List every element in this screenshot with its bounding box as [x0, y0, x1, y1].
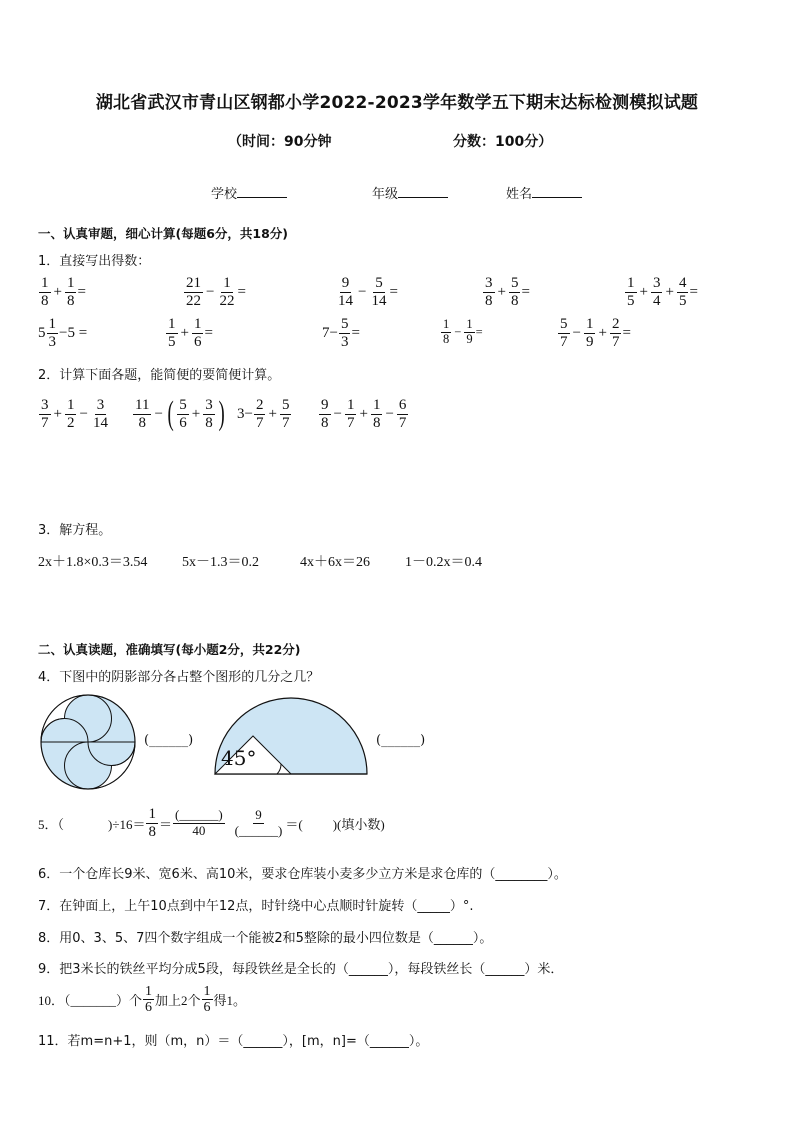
- q1-item-2: 21 22 − $\frac{1}{22}$ =: [186, 275, 246, 309]
- q2-label: 2．计算下面各题，能简便的要简便计算。: [38, 368, 281, 383]
- q5-line: 5．（ )÷16＝ 1 8 ＝ (______) 40 9 (______) ＝( )(填小数): [38, 806, 385, 840]
- q7: 7．在钟面上，上午10点到中午12点，时针绕中心点顺时针旋转（_____）°.: [38, 899, 474, 914]
- grade-blank[interactable]: [398, 183, 448, 198]
- school-field[interactable]: [211, 183, 287, 202]
- q3-label: 3．解方程。: [38, 523, 112, 538]
- name-blank[interactable]: [532, 183, 582, 198]
- q1-item-3: 9 14 − $\frac{5}{14}$ =: [338, 275, 398, 309]
- q1-item-10: 5 7 − $\frac{1}{9}$ + $\frac{2}{7}$ =: [560, 316, 631, 350]
- q3-equation-1: 2x＋1.8×0.3＝3.54: [38, 555, 148, 570]
- angle-label: 45°: [221, 746, 257, 770]
- q9: 9．把3米长的铁丝平均分成5段，每段铁丝是全长的（______），每段铁丝长（______）米．: [38, 962, 564, 977]
- q11: 11．若m=n+1，则（m，n）＝（______），[m，n]=（______）。: [38, 1034, 429, 1049]
- q1-item-6: 5 1 3 −5 =: [38, 316, 88, 350]
- q3-equation-4: 1－0.2x＝0.4: [405, 555, 482, 570]
- name-field[interactable]: [506, 183, 582, 202]
- section2-heading: 二、认真读题，准确填写(每小题2分，共22分): [38, 642, 301, 657]
- page-title: 湖北省武汉市青山区钢都小学2022-2023学年数学五下期末达标检测模拟试题: [95, 93, 699, 113]
- q1-item-8: 7− $\frac{5}{3}$ =: [322, 316, 360, 350]
- q4-circle-figure: [38, 692, 138, 792]
- q1-label: 1．直接写出得数：: [38, 254, 151, 269]
- exam-score: 分数：100分）: [453, 134, 553, 150]
- grade-label: 年级: [372, 187, 399, 202]
- q6: 6．一个仓库长9米、宽6米、高10米，要求仓库装小麦多少立方米是求仓库的（________）。: [38, 867, 567, 882]
- q1-item-5: 1 5 + $\frac{3}{4}$ + $\frac{4}{5}$ =: [627, 275, 698, 309]
- q2-expr-3: 3− $\frac{2}{7}$ + $\frac{5}{7}$: [237, 397, 290, 431]
- name-label: 姓名: [506, 187, 533, 202]
- q10: 10．（_______）个 1 6 加上2个 1 6 得1。: [38, 984, 247, 1016]
- school-blank[interactable]: [237, 183, 287, 198]
- q3-equation-3: 4x＋6x＝26: [300, 555, 370, 570]
- q1-item-4: 3 8 + $\frac{5}{8}$ =: [485, 275, 530, 309]
- q4-blank-1[interactable]: (______): [144, 733, 194, 748]
- q2-expr-2: 11 8 − ( 5 6 + $\frac{3}{8}$ ): [135, 395, 225, 432]
- q1-item-1: 1 8 + $\frac{1}{8}$ =: [41, 275, 86, 309]
- q3-equation-2: 5x－1.3＝0.2: [182, 555, 259, 570]
- q8: 8．用0、3、5、7四个数字组成一个能被2和5整除的最小四位数是（______）。: [38, 931, 493, 946]
- section1-heading: 一、认真审题，细心计算(每题6分，共18分): [38, 226, 289, 241]
- q2-expr-1: 3 7 + $\frac{1}{2}$ − $\frac{3}{14}$: [41, 397, 108, 431]
- q4-label: 4．下图中的阴影部分各占整个图形的几分之几？: [38, 670, 320, 685]
- q1-item-9: 1 8 − $\frac{1}{9}$ =: [443, 317, 483, 346]
- grade-field[interactable]: [372, 183, 448, 202]
- exam-time: （时间：90分钟: [228, 134, 332, 150]
- school-label: 学校: [211, 187, 238, 202]
- q2-expr-4: 9 8 − $\frac{1}{7}$ + $\frac{1}{8}$ − $\frac{6}{7}$: [321, 397, 407, 431]
- q1-item-7: 1 5 + $\frac{1}{6}$ =: [168, 316, 213, 350]
- q4-blank-2[interactable]: (______): [376, 733, 426, 748]
